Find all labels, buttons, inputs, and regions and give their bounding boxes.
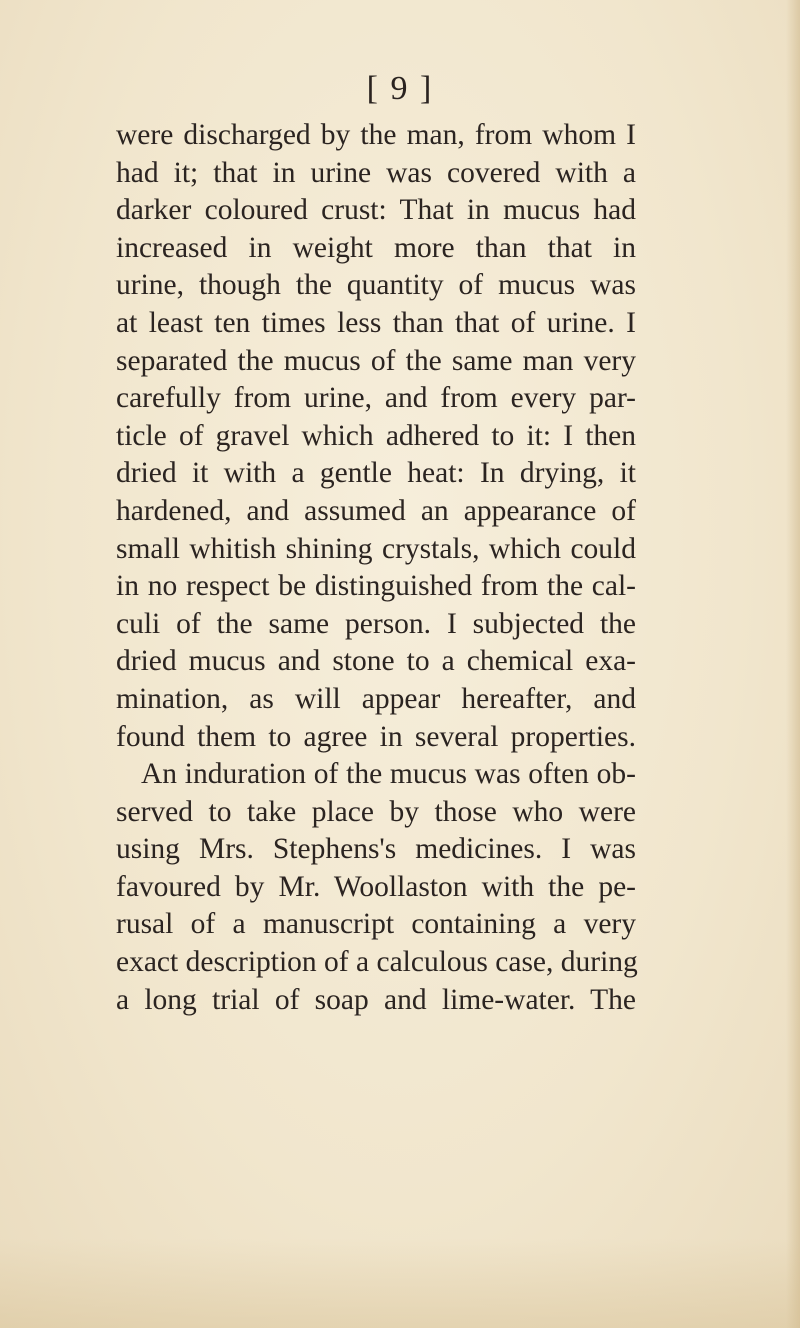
- text-line: found them to agree in several properties.: [116, 720, 636, 753]
- text-line: hardened, and assumed an appearance of: [116, 494, 636, 527]
- text-line: at least ten times less than that of urine. I: [116, 306, 636, 339]
- text-line: a long trial of soap and lime-water. The: [116, 983, 636, 1016]
- text-line: carefully from urine, and from every par-: [116, 382, 636, 415]
- text-line: increased in weight more than that in: [116, 231, 636, 264]
- text-line: darker coloured crust: That in mucus had: [116, 194, 636, 227]
- text-line: were discharged by the man, from whom I: [116, 119, 636, 151]
- text-line: culi of the same person. I subjected the: [116, 607, 636, 640]
- page-edge-shadow: [786, 0, 800, 1328]
- text-line: served to take place by those who were: [116, 795, 636, 828]
- text-line: exact description of a calculous case, during: [116, 946, 638, 979]
- text-line: dried mucus and stone to a chemical exa-: [116, 645, 636, 678]
- text-line: had it; that in urine was covered with a: [116, 156, 636, 189]
- text-line: small whitish shining crystals, which could: [116, 532, 636, 565]
- text-line: ticle of gravel which adhered to it: I then: [116, 419, 636, 452]
- body-text: [116, 117, 636, 1019]
- text-line: An induration of the mucus was often ob-: [141, 758, 636, 791]
- text-line: separated the mucus of the same man very: [116, 344, 636, 377]
- text-line: urine, though the quantity of mucus was: [116, 269, 636, 302]
- text-line: mination, as will appear hereafter, and: [116, 682, 636, 715]
- text-line: rusal of a manuscript containing a very: [116, 908, 636, 941]
- page-bottom-shading: [0, 1238, 800, 1328]
- text-line: favoured by Mr. Woollaston with the pe-: [116, 870, 636, 903]
- text-line: dried it with a gentle heat: In drying, it: [116, 457, 636, 490]
- text-line: using Mrs. Stephens's medicines. I was: [116, 833, 636, 866]
- text-line: in no respect be distinguished from the cal-: [116, 570, 636, 603]
- page-number: [ 9 ]: [366, 70, 434, 107]
